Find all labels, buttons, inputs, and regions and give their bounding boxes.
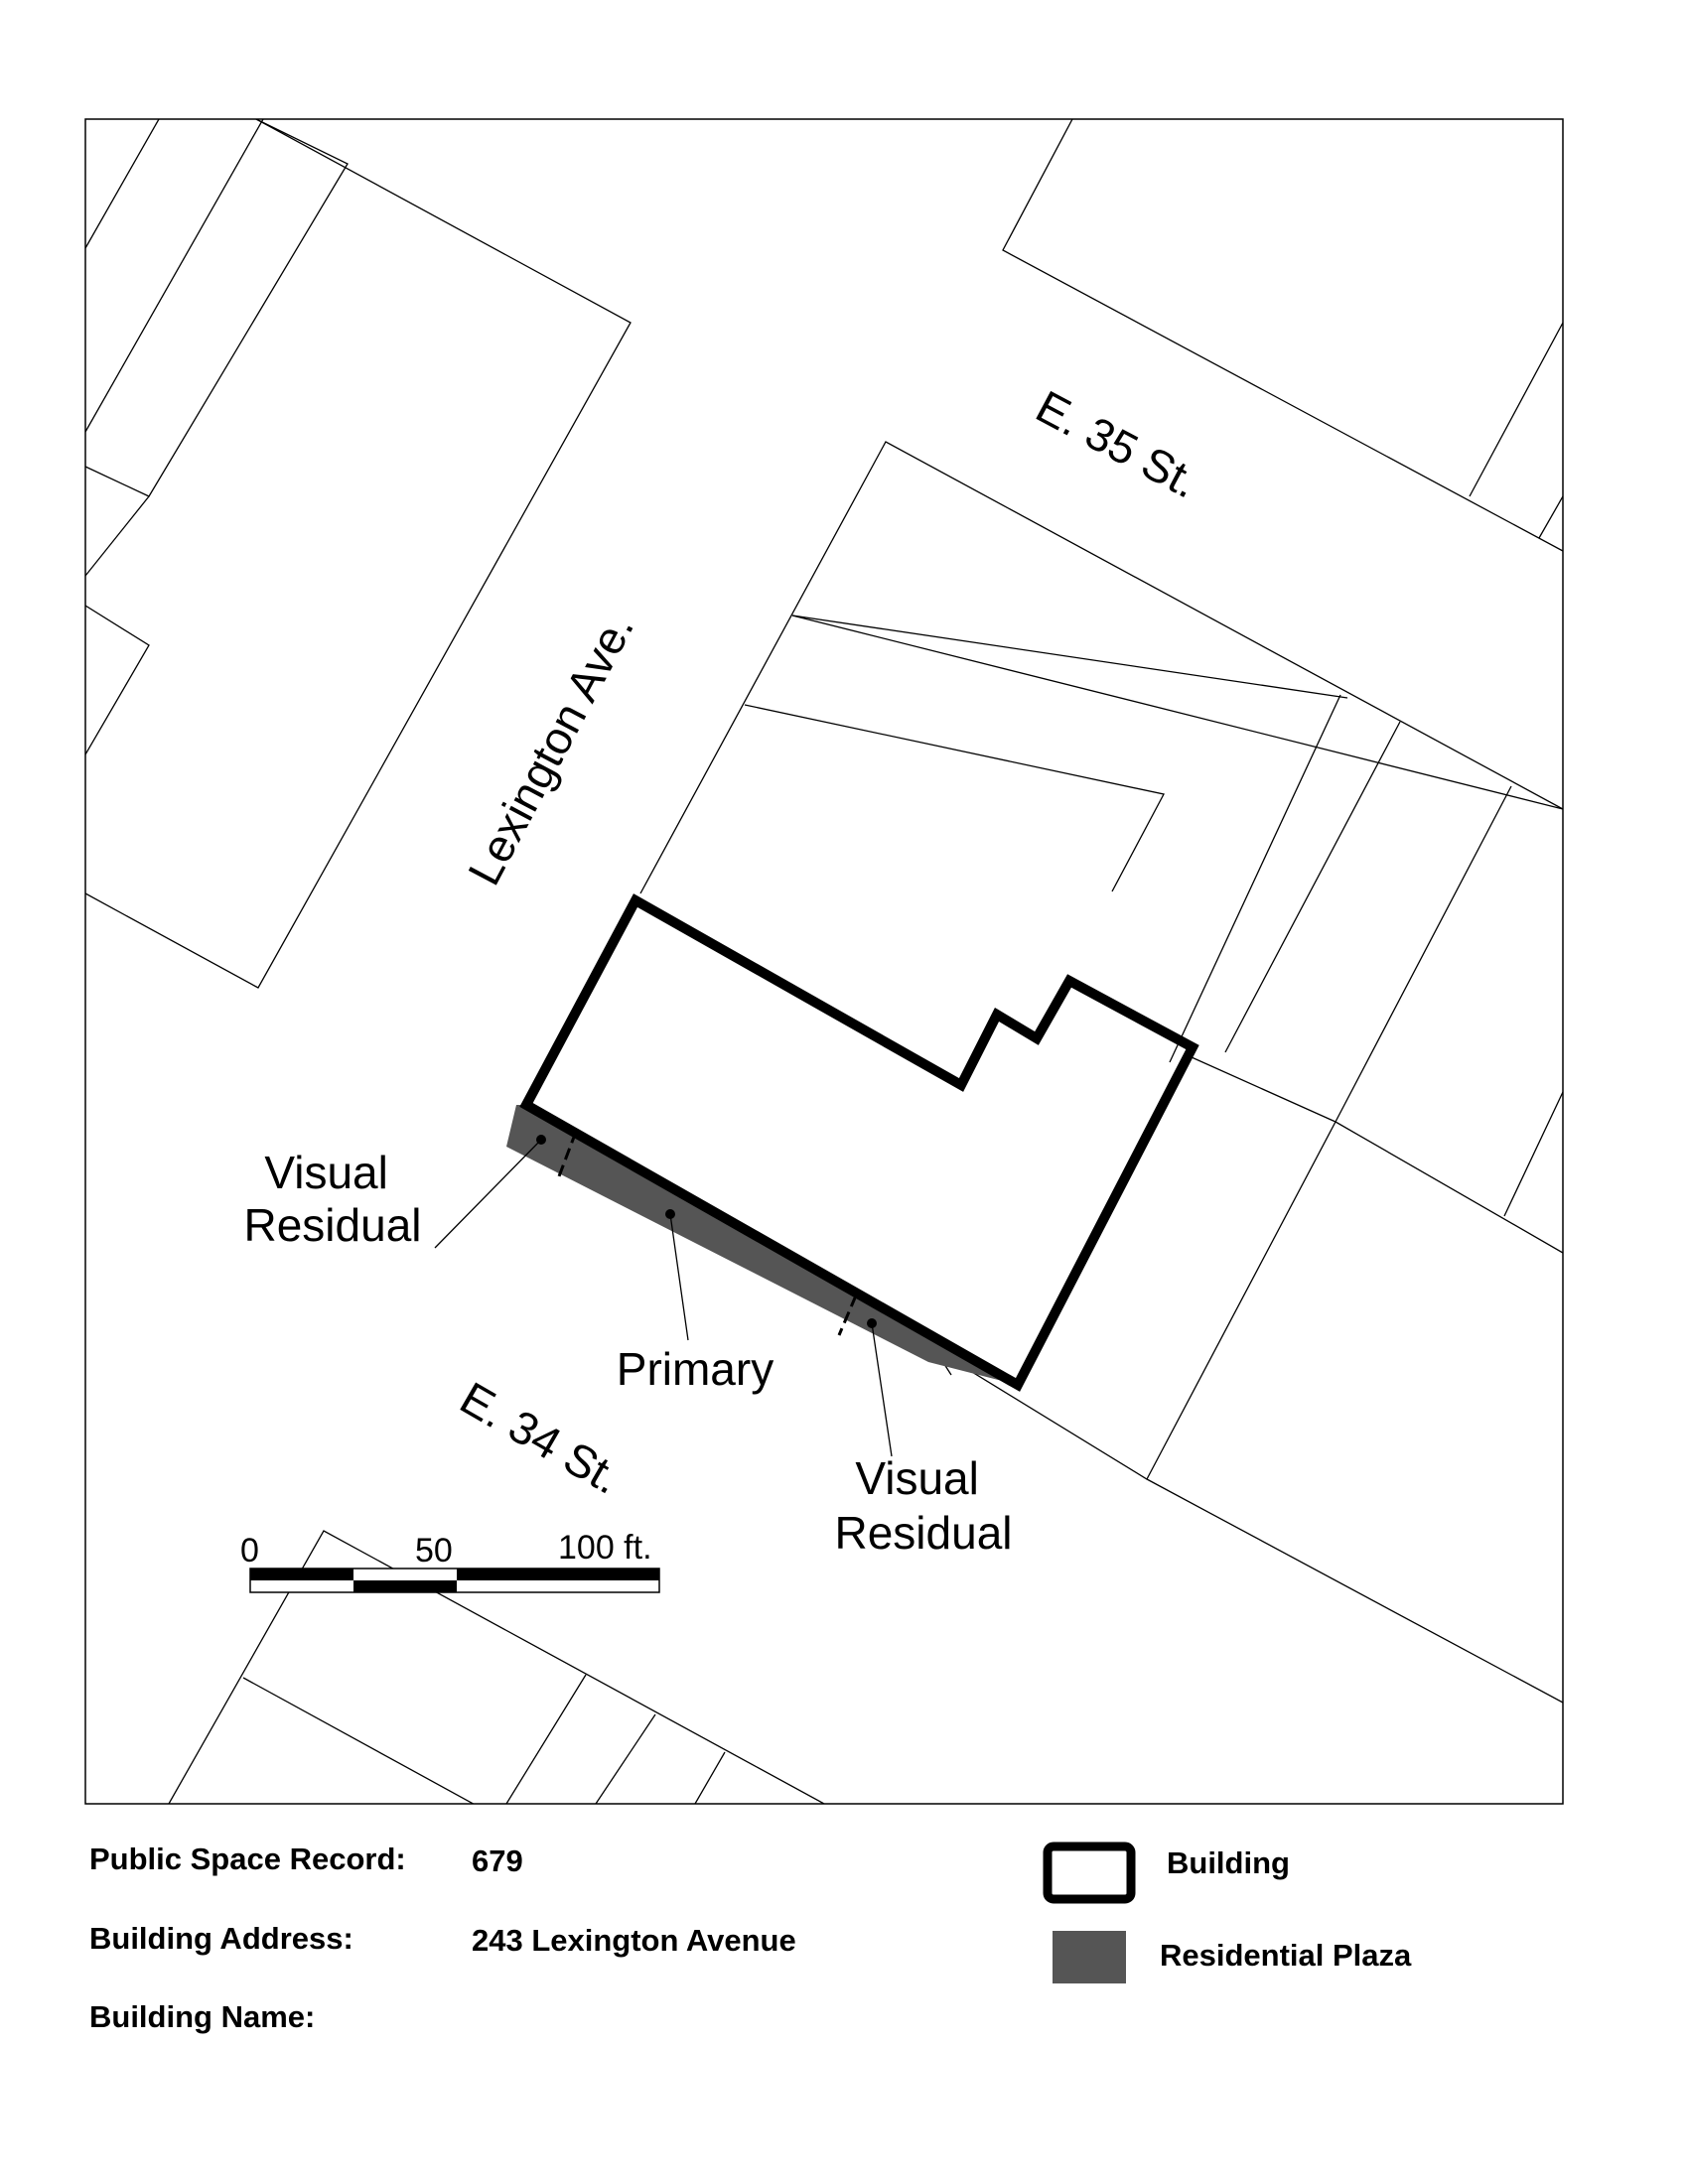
record-value: 679 xyxy=(472,1843,523,1878)
legend-plaza-label: Residential Plaza xyxy=(1160,1938,1412,1973)
label-line: Residual xyxy=(834,1507,1013,1559)
label-visual-residual-top xyxy=(244,1147,422,1251)
legend-building-label: Building xyxy=(1167,1845,1290,1880)
legend-plaza-swatch xyxy=(1053,1931,1126,1983)
lot-line xyxy=(695,1752,725,1804)
street-label-e35: E. 35 St. xyxy=(1028,379,1207,508)
lot-line xyxy=(1192,1057,1563,1253)
scale-bar-segment xyxy=(353,1580,457,1592)
address-value: 243 Lexington Avenue xyxy=(472,1923,796,1958)
lot-line xyxy=(506,1675,586,1804)
lot-line xyxy=(596,1714,655,1804)
scale-tick-label: 50 xyxy=(415,1532,453,1570)
label-line: Residual xyxy=(243,1199,422,1251)
leader-dot xyxy=(665,1209,675,1219)
street-label-lexington: Lexington Ave. xyxy=(457,605,644,893)
lot-line xyxy=(85,496,149,576)
scale-tick-label: 0 xyxy=(240,1532,259,1570)
label-primary: Primary xyxy=(616,1343,774,1395)
scale-bar-segment xyxy=(250,1569,353,1580)
label-visual-residual-bottom xyxy=(835,1452,1013,1559)
lot-line xyxy=(640,442,1563,893)
label-line: Visual xyxy=(855,1452,979,1504)
lot-line xyxy=(1504,1092,1563,1216)
leader-dot xyxy=(867,1318,877,1328)
name-label: Building Name: xyxy=(89,1999,316,2034)
record-label: Public Space Record: xyxy=(89,1842,406,1876)
scale-tick-label: 100 ft. xyxy=(558,1529,652,1567)
lot-line xyxy=(1003,119,1563,551)
lot-line xyxy=(85,119,159,248)
lot-line xyxy=(1470,323,1563,496)
lot-line xyxy=(745,705,1164,891)
lot-line xyxy=(85,119,631,988)
lot-line xyxy=(243,1678,551,1846)
leader-line xyxy=(872,1323,892,1456)
label-line: Visual xyxy=(264,1147,388,1198)
lot-line xyxy=(85,606,149,754)
legend-building-swatch xyxy=(1048,1846,1131,1899)
leader-line xyxy=(435,1140,541,1248)
address-label: Building Address: xyxy=(89,1921,353,1956)
lot-line xyxy=(1336,786,1511,1122)
street-label-e34: E. 34 St. xyxy=(452,1371,630,1504)
lot-line xyxy=(1147,1122,1336,1479)
lot-line xyxy=(1170,695,1340,1062)
lot-line xyxy=(1539,496,1563,538)
lot-line xyxy=(792,615,1563,809)
lot-line xyxy=(923,1342,1563,1703)
leader-dot xyxy=(536,1135,546,1145)
scale-bar xyxy=(240,1529,659,1592)
lot-line xyxy=(85,119,348,496)
scale-bar-segment xyxy=(457,1569,659,1580)
map-frame xyxy=(85,119,1563,1804)
lot-line xyxy=(85,119,263,432)
